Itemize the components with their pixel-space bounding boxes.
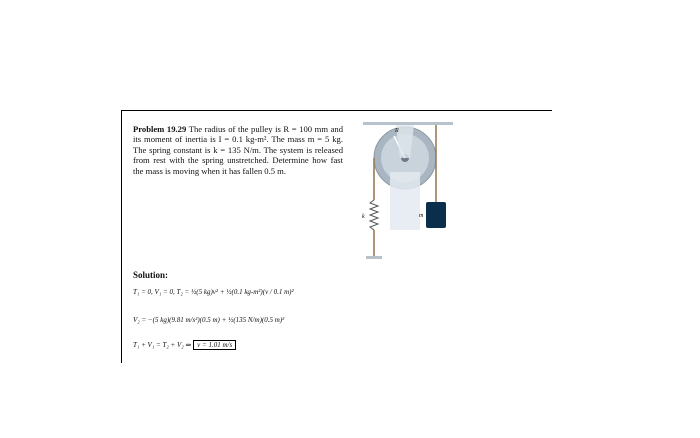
solution-title: Solution: [133, 270, 169, 280]
equation-potential: V₂ = −(5 kg)(9.81 m/s²)(0.5 m) + ½(135 N/m)(0.5 m)² [133, 316, 285, 324]
pulley-figure [358, 122, 458, 262]
label-R: R [395, 128, 399, 134]
problem-text: The radius of the pulley is R = 100 mm and its moment of inertia is I = 0.1 kg-m². The mass m = 5 kg. The spring constant is k = 135 N/m. The system is released from rest with the spring unstretched. Determine how fast the mass is moving when it has fallen 0.5 m. [133, 124, 343, 176]
equation-conservation-lhs: T₁ + V₁ = T₂ + V₂ ⇒ [133, 341, 192, 349]
spring [370, 200, 378, 230]
ceiling-bar [363, 122, 453, 125]
equation-energy-state: T₁ = 0, V₁ = 0, T₂ = ½(5 kg)v² + ½(0.1 kg-m²)(v / 0.1 m)² [133, 288, 294, 296]
equation-conservation [133, 341, 236, 349]
answer-box: v = 1.01 m/s [193, 340, 236, 350]
problem-heading: Problem 19.29 [133, 124, 187, 134]
problem-statement [133, 124, 343, 176]
support-column [390, 172, 420, 230]
label-m: m [419, 213, 424, 219]
mass-block [426, 202, 446, 228]
floor-anchor [366, 256, 382, 259]
label-k: k [362, 214, 365, 220]
